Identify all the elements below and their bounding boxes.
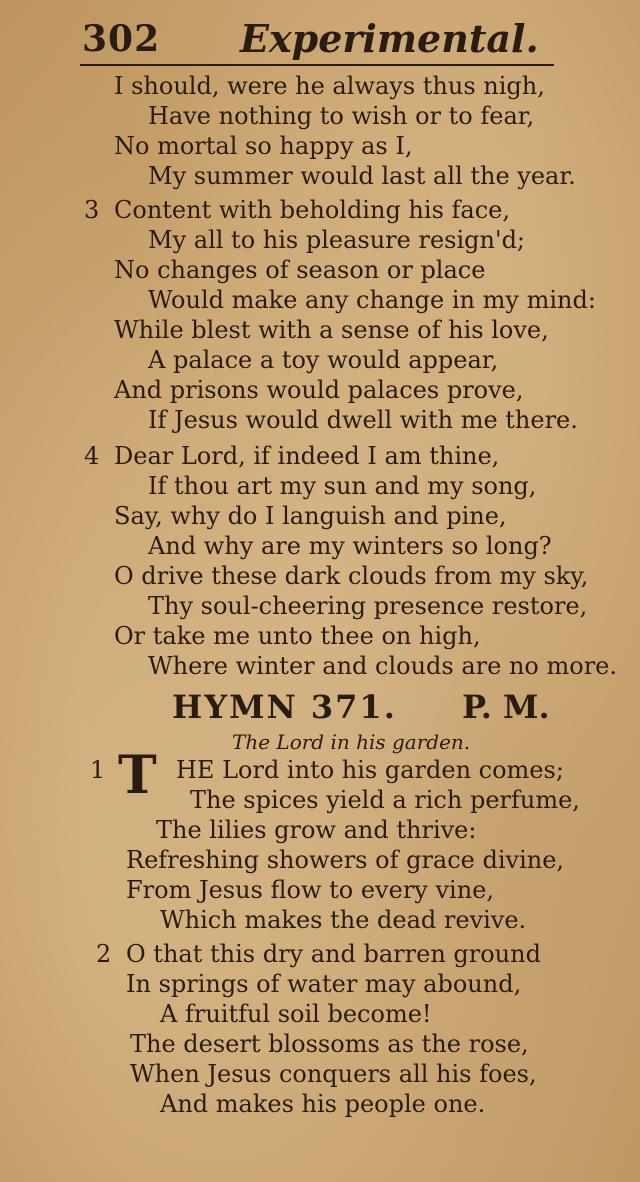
verse-line: O that this dry and barren ground [126,940,541,968]
verse-line: Which makes the dead revive. [160,906,527,934]
verse-line: When Jesus conquers all his foes, [130,1060,537,1088]
hymn-subtitle: The Lord in his garden. [232,730,471,754]
verse-line: If Jesus would dwell with me there. [148,406,578,434]
header-rule [80,64,554,66]
verse-line: And prisons would palaces prove, [114,376,524,404]
verse-line: Or take me unto thee on high, [114,622,481,650]
verse-line: Thy soul-cheering presence restore, [148,592,588,620]
hymn-meter: P. M. [462,688,550,726]
verse-line: Refreshing showers of grace divine, [126,846,565,874]
verse-line: A fruitful soil become! [160,1000,432,1028]
drop-cap: T [118,745,157,806]
stanza-number: 4 [84,442,100,470]
verse-line: No mortal so happy as I, [114,132,413,160]
verse-line: HE Lord into his garden comes; [176,756,564,784]
hymn-title: HYMN 371. [172,688,397,726]
verse-line: Content with beholding his face, [114,196,510,224]
verse-line: In springs of water may abound, [126,970,522,998]
page-number: 302 [82,18,161,60]
verse-line: A palace a toy would appear, [148,346,499,374]
verse-line: The lilies grow and thrive: [156,816,477,844]
verse-line: Dear Lord, if indeed I am thine, [114,442,500,470]
verse-line: Say, why do I languish and pine, [114,502,507,530]
verse-line: If thou art my sun and my song, [148,472,537,500]
verse-line: No changes of season or place [114,256,486,284]
verse-line: My summer would last all the year. [148,162,576,190]
running-head: Experimental. [240,16,539,61]
page-header [0,14,640,64]
stanza-number: 3 [84,196,100,224]
verse-line: And why are my winters so long? [148,532,552,560]
verse-line: O drive these dark clouds from my sky, [114,562,589,590]
verse-line: The spices yield a rich perfume, [190,786,580,814]
verse-line: Where winter and clouds are no more. [148,652,618,680]
verse-line: I should, were he always thus nigh, [114,72,545,100]
verse-line: My all to his pleasure resign'd; [148,226,526,254]
verse-line: Have nothing to wish or to fear, [148,102,535,130]
verse-line: From Jesus flow to every vine, [126,876,495,904]
stanza-number: 2 [96,940,112,968]
verse-line: While blest with a sense of his love, [114,316,549,344]
verse-line: Would make any change in my mind: [148,286,596,314]
stanza-number: 1 [90,756,106,784]
verse-line: And makes his people one. [160,1090,486,1118]
verse-line: The desert blossoms as the rose, [130,1030,529,1058]
